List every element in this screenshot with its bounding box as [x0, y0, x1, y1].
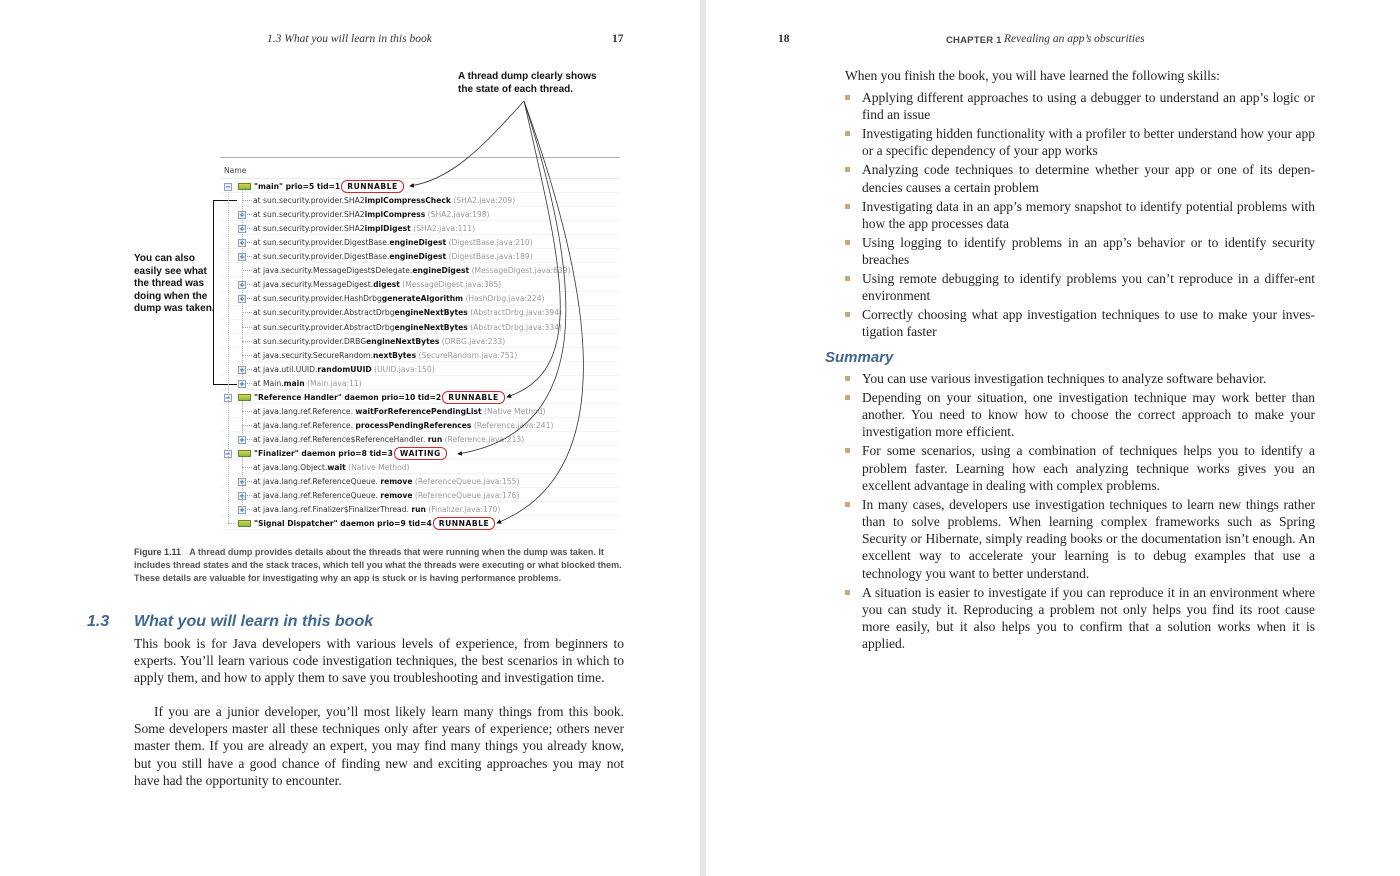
frame-location: (Native Method) — [481, 406, 546, 416]
thread-name: "Signal Dispatcher" daemon prio=9 tid=4 — [254, 519, 432, 529]
stack-frame-row[interactable] — [220, 194, 620, 207]
summary-text: In many cases, developers use investigation techniques to learn new things rather than to solve problems. When learning complex frameworks such as Spring Security or Hibernate, simply reading books or the documentation isn’t enough. An excellent way to accelerate your learning is to debug examples that use a technology you want to better understand. — [862, 496, 1315, 581]
frame-method: engineNextBytes — [394, 322, 468, 332]
thread-state-badge: RUNNABLE — [341, 180, 403, 193]
stack-frame — [253, 363, 435, 376]
thread-label — [254, 447, 447, 460]
skills-list — [845, 89, 1315, 342]
bullet-icon — [845, 204, 850, 209]
bullet-icon — [845, 502, 850, 507]
summary-item — [845, 442, 1315, 494]
bullet-icon — [845, 95, 850, 100]
stack-frame-row[interactable] — [220, 321, 620, 334]
stack-frame-row[interactable] — [220, 363, 620, 376]
summary-item — [845, 370, 1315, 387]
tree-line-reference-handler — [242, 401, 243, 439]
frame-location: (DigestBase.java:210) — [446, 238, 533, 248]
stack-frame — [253, 433, 524, 446]
column-header-name[interactable]: Name — [224, 166, 247, 175]
stack-frame — [253, 489, 519, 502]
stack-frame-row[interactable] — [220, 419, 620, 432]
page-number-left: 17 — [612, 33, 624, 45]
thread-name: "Finalizer" daemon prio=8 tid=3 — [254, 448, 393, 458]
frame-location: (Reference.java:213) — [442, 434, 525, 444]
stack-frame-row[interactable] — [220, 306, 620, 319]
frame-method: implDigest — [364, 224, 411, 234]
skill-item — [845, 89, 1315, 123]
stack-frame — [253, 292, 545, 305]
skills-intro: When you finish the book, you will have learned the following skills: — [845, 68, 1220, 83]
frame-location: (DigestBase.java:189) — [446, 252, 533, 262]
frame-method: run — [427, 434, 443, 444]
stack-frame — [253, 335, 505, 348]
stack-frame — [253, 306, 562, 319]
skill-item — [845, 234, 1315, 268]
tree-connector — [247, 298, 252, 299]
header-divider — [220, 178, 620, 179]
frame-class: at sun.security.provider.AbstractDrbg — [253, 322, 395, 332]
section-title: What you will learn in this book — [134, 613, 374, 630]
stack-frame-row[interactable] — [220, 264, 620, 277]
summary-text: For some scenarios, using a combination of techniques helps you to identify a problem faster. Learning how each analyzing technique works gives you an excellent advantage in dealing with complex problems. — [862, 443, 1315, 493]
expand-toggle-icon[interactable]: + — [239, 435, 245, 444]
frame-location: (SHA2.java:111) — [410, 224, 476, 234]
frame-location: (UUID.java:150) — [371, 364, 435, 374]
running-head-chapter-title: Revealing an app’s obscurities — [1004, 33, 1145, 45]
tree-connector — [242, 327, 252, 328]
frame-class: at sun.security.provider.SHA2 — [253, 196, 365, 206]
figure-caption-text: A thread dump provides details about the threads that were running when the dump was taken. It includes thread states and the stack traces, which tell you what the threads were executing or what blocked them. These details are valuable for investigating why an app is stuck or is having performance problems. — [134, 547, 622, 583]
frame-location: (AbstractDrbg.java:334) — [467, 322, 562, 332]
expand-toggle-icon[interactable]: + — [239, 281, 245, 290]
tree-connector — [242, 467, 252, 468]
tree-connector — [247, 509, 252, 510]
stack-frame-row[interactable] — [220, 503, 620, 516]
stack-frame-row[interactable] — [220, 278, 620, 291]
tree-connector — [247, 369, 252, 370]
collapse-toggle-icon[interactable]: − — [225, 393, 231, 402]
summary-list — [845, 370, 1315, 654]
frame-class: at sun.security.provider.DRBG — [253, 336, 367, 346]
skill-item — [845, 198, 1315, 232]
expand-toggle-icon[interactable]: + — [239, 492, 245, 501]
stack-frame-row[interactable] — [220, 236, 620, 249]
frame-method: run — [411, 505, 426, 515]
arrow-main — [410, 101, 524, 186]
thread-row[interactable] — [220, 391, 620, 404]
skill-text: Investigating hidden functionality with a profiler to better understand how your app or a specific dependency of your app works — [862, 126, 1315, 159]
thread-icon — [238, 450, 251, 457]
stack-frame — [253, 236, 533, 249]
bullet-icon — [845, 276, 850, 281]
frame-location: (MessageDigest.java:385) — [399, 280, 502, 290]
tree-connector — [247, 242, 252, 243]
paragraph-audience: This book is for Java developers with various levels of experience, from beginners to experts. You’ll learn various code investigation techniques, the best scenarios in which to apply them, and how to apply them to save you troubleshooting and investigation time. — [134, 636, 624, 686]
stack-frame — [253, 321, 562, 334]
skill-text: Using logging to identify problems in an app’s behavior or to identify security breaches — [862, 234, 1315, 268]
summary-text: Depending on your situation, one investigation technique may work better than another. You need to know how to choose the correct approach to make your investigation more efficient. — [862, 390, 1315, 440]
frame-method: generateAlgorithm — [381, 294, 464, 304]
frame-method: engineDigest — [412, 266, 470, 276]
tree-connector — [242, 425, 252, 426]
section-number: 1.3 — [87, 613, 110, 630]
collapse-toggle-icon[interactable]: − — [225, 183, 231, 191]
frame-method: wait — [327, 463, 346, 472]
expand-toggle-icon[interactable]: + — [239, 295, 245, 304]
thread-name: "Reference Handler" daemon prio=10 tid=2 — [254, 392, 442, 402]
summary-item — [845, 584, 1315, 653]
bullet-icon — [845, 312, 850, 317]
page-number-right: 18 — [778, 33, 790, 45]
tree-line-finalizer — [242, 457, 243, 509]
stack-frame — [253, 349, 517, 362]
stack-frame-row[interactable] — [220, 461, 620, 474]
skill-text: Investigating data in an app’s memory snapshot to identify potential problems with how the app processes data — [862, 198, 1315, 231]
figure-label: Figure 1.11 — [134, 547, 182, 557]
tree-connector — [228, 523, 236, 524]
frame-location: (ReferenceQueue.java:155) — [412, 477, 520, 487]
frame-method: processPendingReferences — [355, 420, 472, 430]
frame-location: (MessageDigest.java:639) — [469, 266, 571, 276]
frame-location: (DRBG.java:233) — [439, 336, 506, 346]
stack-frame-row[interactable] — [220, 349, 620, 362]
skill-text: Using remote debugging to identify problems you can’t reproduce in a differ-ent environment — [862, 271, 1315, 304]
tree-line-main — [242, 190, 243, 383]
tree-connector — [247, 256, 252, 257]
frame-method: implCompress — [364, 210, 426, 220]
frame-location: (ReferenceQueue.java:176) — [412, 491, 520, 501]
thread-row[interactable] — [220, 180, 620, 193]
frame-class: at java.security.MessageDigest. — [253, 280, 374, 290]
stack-frame-row[interactable] — [220, 489, 620, 502]
stack-frame — [253, 377, 362, 390]
thread-label — [254, 180, 404, 193]
thread-row[interactable] — [220, 447, 620, 460]
stack-frame-row[interactable] — [220, 405, 620, 418]
stack-frame — [253, 250, 533, 263]
stack-frame-row[interactable] — [220, 208, 620, 221]
expand-toggle-icon[interactable]: + — [239, 478, 245, 487]
expand-toggle-icon[interactable]: + — [239, 211, 245, 220]
tree-connector — [242, 411, 252, 412]
frame-location: (SecureRandom.java:751) — [416, 350, 518, 360]
tree-connector — [247, 284, 252, 285]
frame-class: at Main. — [253, 378, 284, 388]
thread-row[interactable] — [220, 517, 620, 530]
frame-method: remove — [380, 491, 413, 501]
stack-frame — [253, 208, 490, 221]
running-head-section: 1.3 What you will learn in this book — [267, 33, 432, 45]
bullet-icon — [845, 448, 850, 453]
expand-toggle-icon[interactable]: + — [239, 506, 245, 515]
stack-frame — [253, 278, 501, 291]
frame-method: engineNextBytes — [366, 336, 440, 346]
frame-method: engineDigest — [389, 238, 447, 248]
thread-name: "main" prio=5 tid=1 — [254, 182, 341, 191]
stack-frame — [253, 405, 545, 418]
stack-frame-row[interactable] — [220, 475, 620, 488]
frame-class: at java.lang.ref.Reference$ReferenceHandler. — [253, 434, 428, 444]
skill-item — [845, 161, 1315, 195]
stack-frame-row[interactable] — [220, 222, 620, 235]
expand-toggle-icon[interactable]: + — [239, 379, 245, 388]
stack-frame — [253, 222, 475, 235]
figure-callout-stack-trace: You can also easily see what the thread was doing when the dump was taken. — [134, 253, 215, 314]
stack-frame — [253, 475, 519, 488]
frame-class: at java.security.SecureRandom. — [253, 350, 373, 360]
thread-state-badge: RUNNABLE — [442, 391, 504, 404]
tree-connector — [247, 228, 252, 229]
frame-class: at java.util.UUID. — [253, 364, 318, 374]
frame-location: (AbstractDrbg.java:394) — [467, 308, 562, 318]
tree-connector — [242, 312, 252, 313]
frame-class: at sun.security.provider.SHA2 — [253, 224, 365, 234]
figure-callout-thread-state: A thread dump clearly shows the state of each thread. — [458, 71, 597, 95]
summary-item — [845, 496, 1315, 582]
skill-text: Analyzing code techniques to determine whether your app or one of its depen-dencies causes a certain problem — [862, 162, 1315, 195]
tree-line-root — [228, 190, 229, 523]
skill-text: Applying different approaches to using a debugger to understand an app’s logic or find an issue — [862, 90, 1315, 123]
skill-item — [845, 270, 1315, 304]
tree-connector — [247, 214, 252, 215]
frame-class: at java.lang.ref.Finalizer$FinalizerThread. — [253, 505, 412, 515]
stack-frame — [253, 419, 553, 432]
frame-class: at java.security.MessageDigest$Delegate. — [253, 266, 413, 276]
stack-frame-row[interactable] — [220, 250, 620, 263]
frame-location: (SHA2.java:209) — [450, 196, 516, 206]
skill-item — [845, 306, 1315, 340]
figure-caption — [134, 546, 624, 585]
tree-connector — [247, 439, 252, 440]
frame-method: digest — [373, 280, 400, 290]
bullet-icon — [845, 131, 850, 136]
frame-location: (Finalizer.java:170) — [425, 505, 501, 515]
stack-frame-row[interactable] — [220, 292, 620, 305]
callout-bracket — [213, 200, 214, 385]
frame-class: at java.lang.ref.Reference. — [253, 406, 356, 416]
stack-frame-row[interactable] — [220, 433, 620, 446]
thread-icon — [238, 520, 251, 527]
bullet-icon — [845, 240, 850, 245]
tree-connector — [247, 495, 252, 496]
expand-toggle-icon[interactable]: + — [239, 239, 245, 248]
tree-connector — [242, 270, 252, 271]
skill-text: Correctly choosing what app investigation techniques to use to make your inves-tigation faster — [862, 307, 1315, 340]
figure-top-rule — [220, 157, 620, 158]
stack-frame-row[interactable] — [220, 335, 620, 348]
frame-location: (Native Method) — [345, 463, 410, 472]
running-head-chapter-label: CHAPTER 1 — [946, 35, 1002, 46]
thread-state-badge: RUNNABLE — [433, 517, 495, 530]
thread-label — [254, 391, 505, 404]
tree-connector — [247, 481, 252, 482]
expand-toggle-icon[interactable]: + — [239, 253, 245, 262]
bullet-icon — [845, 395, 850, 400]
frame-class: at sun.security.provider.HashDrbg — [253, 294, 382, 304]
bullet-icon — [845, 167, 850, 172]
frame-method: main — [283, 378, 305, 388]
frame-class: at sun.security.provider.AbstractDrbg — [253, 308, 395, 318]
expand-toggle-icon[interactable]: + — [239, 365, 245, 374]
frame-location: (HashDrbg.java:224) — [463, 294, 545, 304]
bullet-icon — [845, 590, 850, 595]
frame-method: implCompressCheck — [364, 196, 451, 206]
frame-location: (Reference.java:241) — [471, 420, 554, 430]
thread-label — [254, 517, 495, 530]
frame-method: waitForReferencePendingList — [355, 406, 482, 416]
frame-class: at sun.security.provider.DigestBase. — [253, 252, 390, 262]
collapse-toggle-icon[interactable]: − — [225, 449, 231, 458]
stack-frame — [253, 264, 571, 277]
frame-class: at sun.security.provider.DigestBase. — [253, 238, 390, 248]
frame-class: at sun.security.provider.SHA2 — [253, 210, 365, 220]
frame-class: at java.lang.ref.ReferenceQueue. — [253, 477, 381, 487]
frame-method: engineDigest — [389, 252, 447, 262]
frame-location: (SHA2.java:198) — [425, 210, 490, 220]
frame-method: engineNextBytes — [394, 308, 468, 318]
frame-method: randomUUID — [317, 364, 372, 374]
tree-connector — [242, 200, 252, 201]
stack-frame — [253, 461, 410, 474]
frame-class: at java.lang.Object. — [253, 463, 328, 472]
frame-class: at java.lang.ref.Reference. — [253, 420, 356, 430]
thread-state-badge: WAITING — [394, 447, 447, 460]
paragraph-experience: If you are a junior developer, you’ll most likely learn many things from this book. Some developers master all these techniques only after years of experience; others never master them. If you are already an expert, you may find many things you already know, but you still have a good chance of finding new and exciting approaches you may not have had the opportunity to encounter. — [134, 704, 624, 788]
summary-heading: Summary — [825, 349, 894, 366]
frame-method: nextBytes — [372, 350, 417, 360]
thread-icon — [238, 394, 251, 401]
stack-frame — [253, 194, 515, 207]
summary-item — [845, 389, 1315, 441]
tree-connector — [242, 355, 252, 356]
bullet-icon — [845, 376, 850, 381]
frame-class: at java.lang.ref.ReferenceQueue. — [253, 491, 381, 501]
summary-text: You can use various investigation techniques to analyze software behavior. — [862, 371, 1267, 386]
stack-frame-row[interactable] — [220, 377, 620, 390]
stack-frame — [253, 503, 500, 516]
frame-method: remove — [380, 477, 413, 487]
expand-toggle-icon[interactable]: + — [239, 225, 245, 234]
skill-item — [845, 125, 1315, 159]
tree-connector — [242, 341, 252, 342]
frame-location: (Main.java:11) — [304, 378, 362, 388]
summary-text: A situation is easier to investigate if you can reproduce it in an environment where you can study it. Reproducing a problem not only helps you find its root cause more easily, but it also helps you to confirm that a solution works when it is applied. — [862, 584, 1315, 652]
tree-connector — [247, 383, 252, 384]
thread-icon — [238, 183, 251, 190]
